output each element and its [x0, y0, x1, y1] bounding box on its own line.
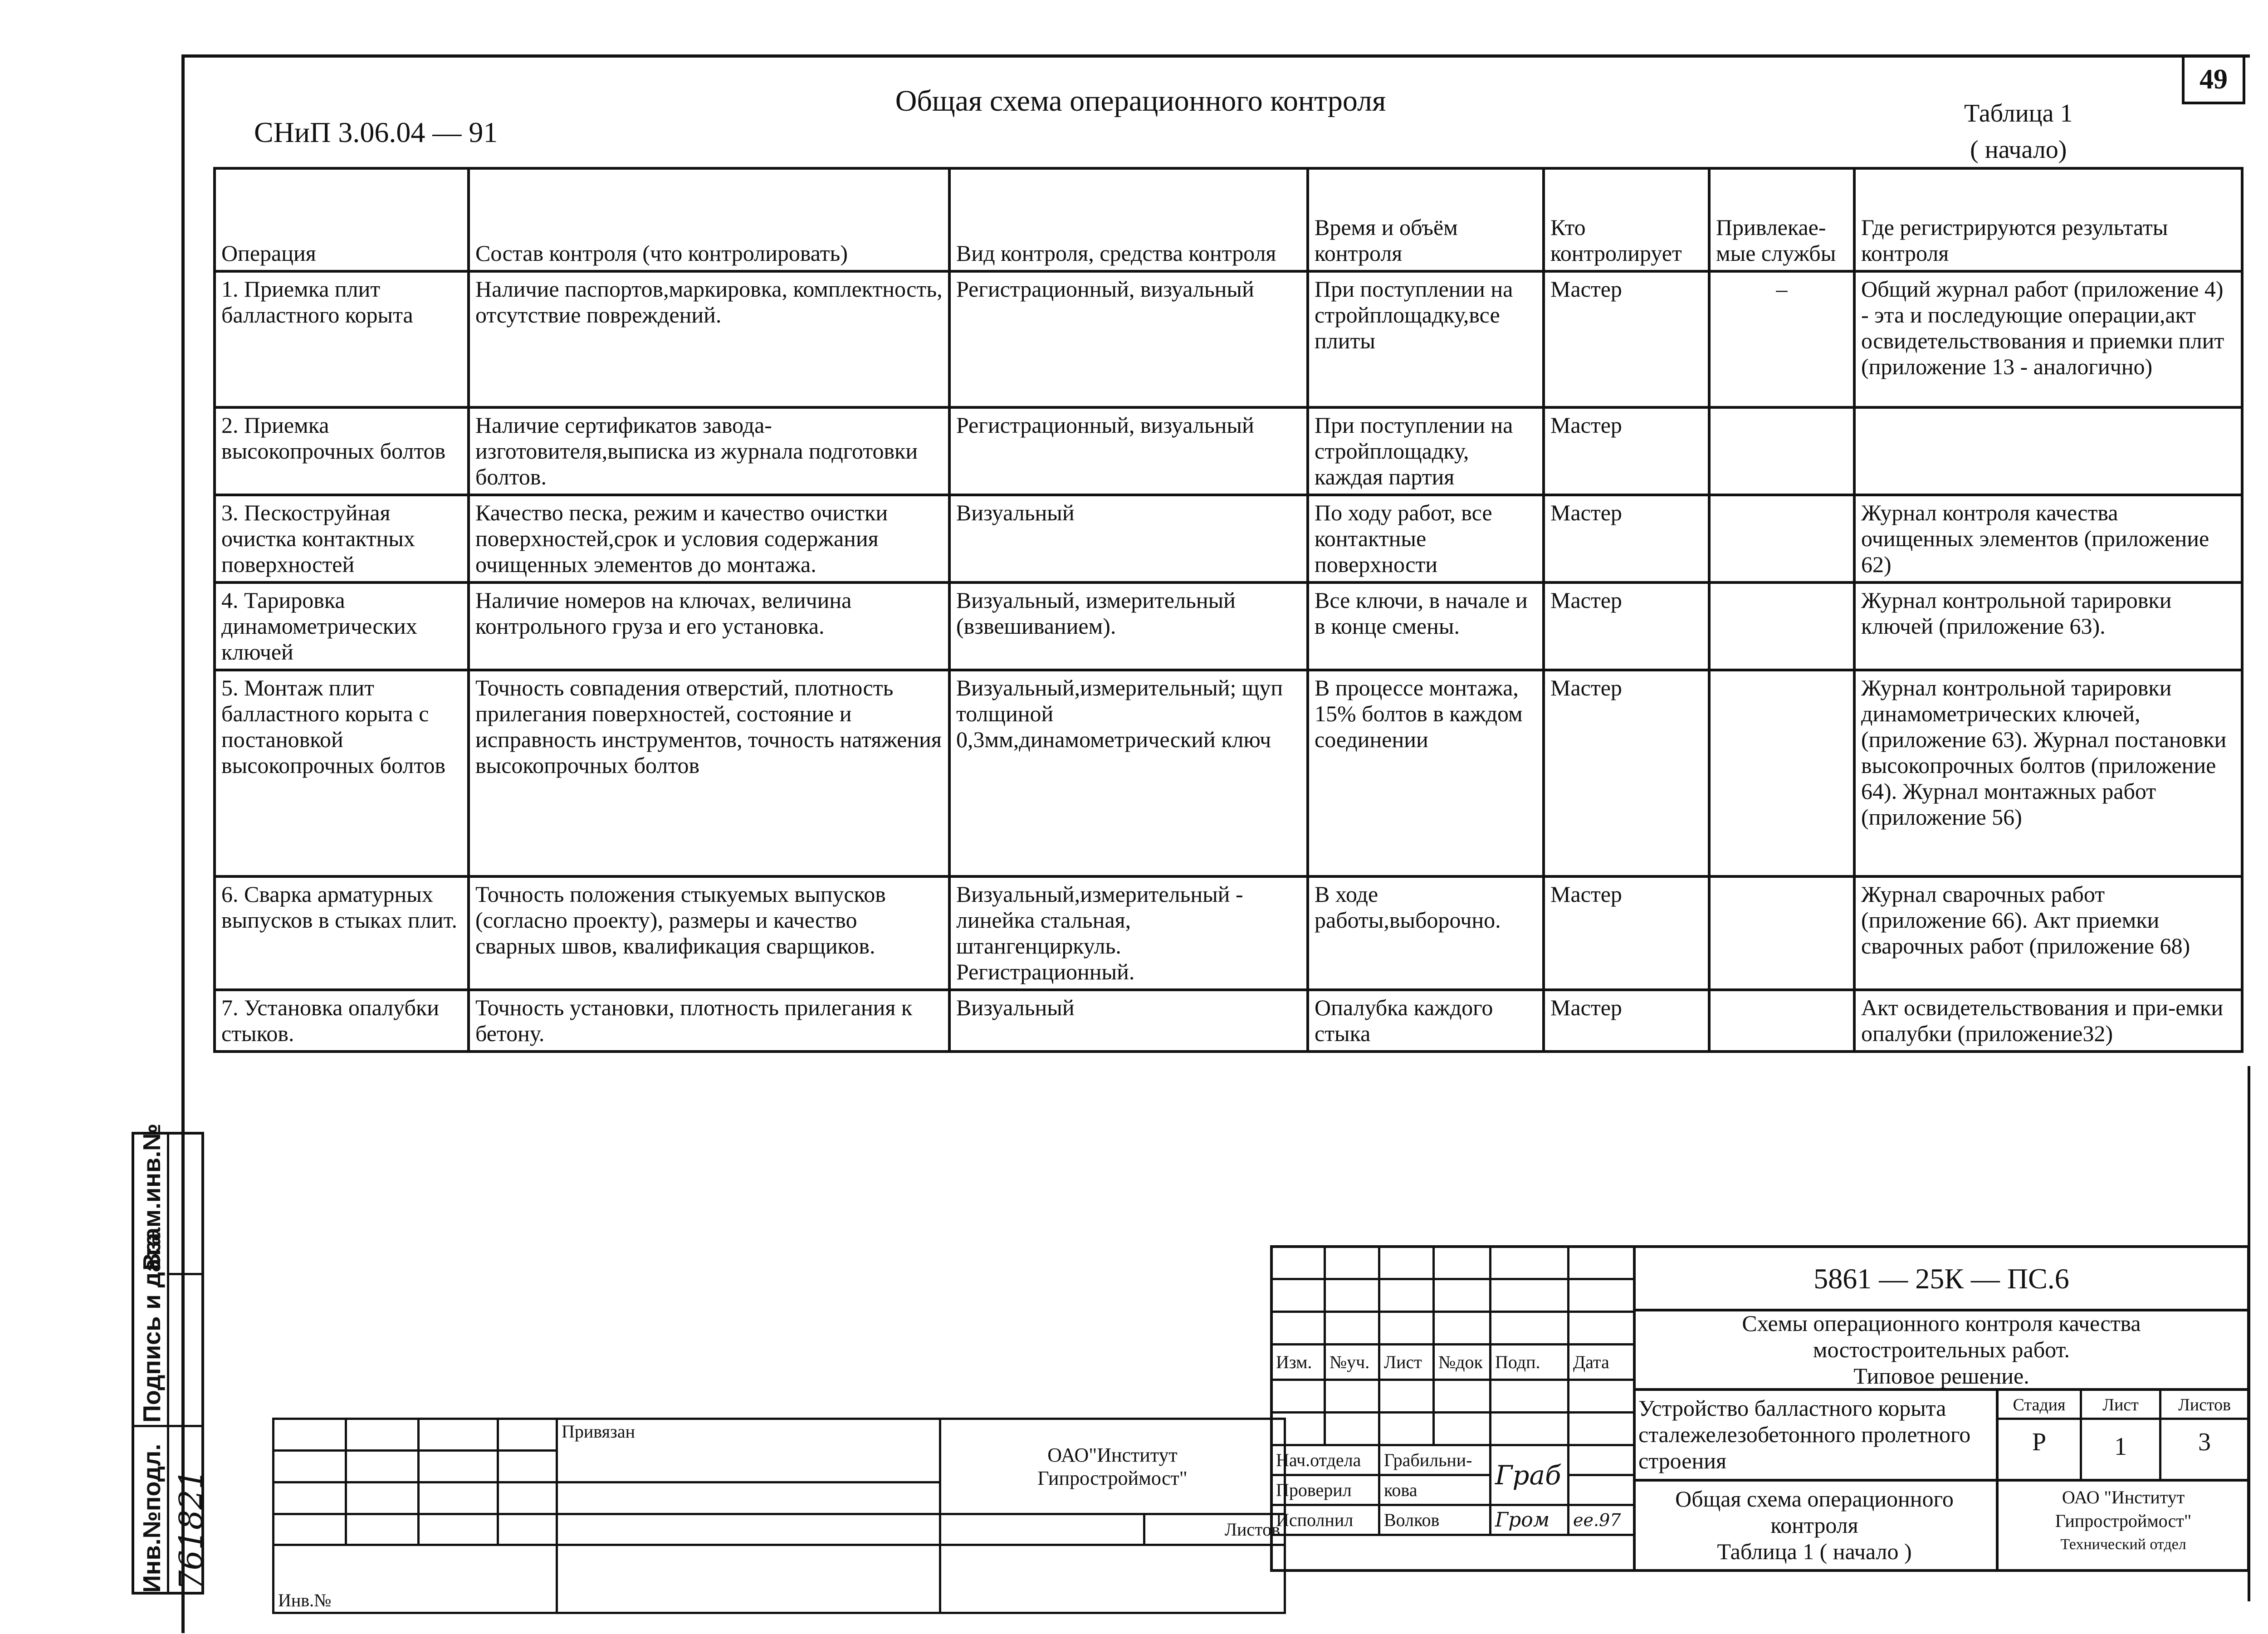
cell-who: Мастер	[1544, 271, 1709, 407]
cell-operation: 7. Установка опалубки стыков.	[215, 990, 469, 1052]
cell-content: Точность установки, плотность прилегания к бетону.	[469, 990, 949, 1052]
stadia-value: Р	[2032, 1428, 2047, 1456]
table-label-sub: ( начало)	[1970, 136, 2067, 164]
header-content: Состав контроля (что контролировать)	[469, 168, 949, 271]
cell-services	[1709, 990, 1854, 1052]
cell-time: В ходе работы,выборочно.	[1308, 876, 1544, 990]
cell-type: Регистрационный, визуальный	[949, 271, 1308, 407]
cell-type: Визуальный	[949, 495, 1308, 582]
cell-services	[1709, 495, 1854, 582]
table-row	[215, 495, 2242, 582]
page-title: Общая схема операционного контроля	[895, 84, 1386, 117]
cell-type: Визуальный, измерительный (взвешиванием).	[949, 582, 1308, 670]
cell-where	[1854, 407, 2242, 495]
title-block-org: ОАО "Институт Гипростроймост" Технический отдел	[2055, 1487, 2192, 1553]
cell-operation: 1. Приемка плит балластного корыта	[215, 271, 469, 407]
left-stamp	[272, 1418, 1286, 1614]
table-row	[215, 582, 2242, 670]
header-type: Вид контроля, средства контроля	[949, 168, 1308, 271]
list-label: Лист	[2102, 1395, 2139, 1414]
cell-time: В процессе монтажа, 15% болтов в каждом соединении	[1308, 670, 1544, 876]
left-stamp-inv: Инв.№	[274, 1545, 557, 1613]
name-kova: кова	[1379, 1475, 1491, 1505]
signature-1: Граб	[1491, 1445, 1569, 1505]
cell-where: Акт освидетельствования и при-емки опалубки (приложение32)	[1854, 990, 2242, 1052]
title-block-project: Схемы операционного контроля качества мостостроительных работ. Типовое решение.	[1742, 1311, 2141, 1389]
role-nach-otdela: Нач.отдела	[1271, 1445, 1379, 1475]
cell-where: Журнал контроля качества очищенных элементов (приложение 62)	[1854, 495, 2242, 582]
cell-who: Мастер	[1544, 990, 1709, 1052]
privyazan-label: Привязан	[557, 1419, 940, 1482]
header-time: Время и объём контроля	[1308, 168, 1544, 271]
left-stamp-org: ОАО"Институт Гипростроймост"	[940, 1419, 1285, 1514]
cell-operation: 3. Пескоструйная очистка контактных поверхностей	[215, 495, 469, 582]
table-row	[215, 407, 2242, 495]
signature-date: ее.97	[1569, 1505, 1634, 1535]
cell-where: Журнал контрольной тарировки динамометрических ключей, (приложение 63). Журнал постановки высокопрочных болтов (приложение 64). Журнал монтажных работ (приложение 56)	[1854, 670, 2242, 876]
header-services: Привлекае-мые службы	[1709, 168, 1854, 271]
table-row	[215, 670, 2242, 876]
cell-who: Мастер	[1544, 407, 1709, 495]
signature-2: Гром	[1491, 1505, 1569, 1535]
table-header-row	[215, 168, 2242, 271]
title-block-code: 5861 — 25К — ПС.6	[1813, 1262, 2069, 1295]
header-where: Где регистрируются результаты контроля	[1854, 168, 2242, 271]
left-sidebar-stamp	[132, 1123, 210, 1595]
cell-content: Наличие паспортов,маркировка, комплектность, отсутствие повреждений.	[469, 271, 949, 407]
cell-where: Общий журнал работ (приложение 4) - эта и последующие операции,акт освидетельствования и приемки плит (приложение 13 - аналогично)	[1854, 271, 2242, 407]
revision-header-row	[1271, 1345, 1634, 1380]
cell-operation: 6. Сварка арматурных выпусков в стыках плит.	[215, 876, 469, 990]
sidebar-divider	[134, 1425, 201, 1427]
hdr-izm: Изм.	[1271, 1345, 1325, 1380]
cell-time: При поступлении на стройплощадку, каждая партия	[1308, 407, 1544, 495]
page-number: 49	[2182, 54, 2245, 104]
cell-where: Журнал контрольной тарировки ключей (приложение 63).	[1854, 582, 2242, 670]
cell-services	[1709, 876, 1854, 990]
listov-label: Листов	[2178, 1395, 2231, 1414]
cell-time: Все ключи, в начале и в конце смены.	[1308, 582, 1544, 670]
role-ispolnil: Исполнил	[1271, 1505, 1379, 1535]
hdr-podp: Подп.	[1491, 1345, 1569, 1380]
stadia-label: Стадия	[2013, 1395, 2066, 1414]
cell-operation: 5. Монтаж плит балластного корыта с постановкой высокопрочных болтов	[215, 670, 469, 876]
table-row	[215, 876, 2242, 990]
table-label	[1964, 95, 2073, 168]
cell-who: Мастер	[1544, 582, 1709, 670]
cell-services	[1709, 582, 1854, 670]
cell-where: Журнал сварочных работ (приложение 66). Акт приемки сварочных работ (приложение 68)	[1854, 876, 2242, 990]
cell-content: Точность совпадения отверстий, плотность прилегания поверхностей, состояние и исправность инструментов, точность натяжения высокопрочных болтов	[469, 670, 949, 876]
signature-row	[1271, 1475, 1634, 1505]
table-row	[215, 271, 2242, 407]
cell-type: Визуальный	[949, 990, 1308, 1052]
signature-row	[1271, 1505, 1634, 1535]
hdr-data: Дата	[1569, 1345, 1634, 1380]
cell-who: Мастер	[1544, 876, 1709, 990]
cell-content: Качество песка, режим и качество очистки поверхностей,срок и условия содержания очищенных элементов до монтажа.	[469, 495, 949, 582]
cell-services	[1709, 407, 1854, 495]
header-who: Кто контролирует	[1544, 168, 1709, 271]
cell-operation: 4. Тарировка динамометрических ключей	[215, 582, 469, 670]
cell-type: Визуальный,измерительный; щуп толщиной 0,3мм,динамометрический ключ	[949, 670, 1308, 876]
control-table	[213, 167, 2244, 1053]
hdr-nuch: №уч.	[1325, 1345, 1379, 1380]
signature-row	[1271, 1445, 1634, 1475]
cell-services	[1709, 670, 1854, 876]
cell-content: Наличие сертификатов завода-изготовителя,выписка из журнала подготовки болтов.	[469, 407, 949, 495]
revision-table	[1270, 1245, 1635, 1536]
list-value: 1	[2114, 1433, 2127, 1461]
document-code: СНиП 3.06.04 — 91	[254, 116, 498, 148]
cell-who: Мастер	[1544, 670, 1709, 876]
hdr-list: Лист	[1379, 1345, 1434, 1380]
sidebar-divider	[167, 1273, 201, 1275]
cell-content: Точность положения стыкуемых выпусков (согласно проекту), размеры и качество сварных швов, квалификация сварщиков.	[469, 876, 949, 990]
cell-content: Наличие номеров на ключах, величина контрольного груза и его установка.	[469, 582, 949, 670]
listov-value: 3	[2198, 1428, 2211, 1456]
cell-time: По ходу работ, все контактные поверхности	[1308, 495, 1544, 582]
cell-type: Визуальный,измерительный - линейка стальная, штангенциркуль. Регистрационный.	[949, 876, 1308, 990]
header-operation: Операция	[215, 168, 469, 271]
table-label-main: Таблица 1	[1964, 99, 2073, 127]
cell-type: Регистрационный, визуальный	[949, 407, 1308, 495]
sheet-title: Общая схема операционного контроля Таблица 1 ( начало )	[1675, 1486, 1954, 1564]
table-row	[215, 990, 2242, 1052]
tb-hline	[1633, 1479, 2250, 1482]
cell-time: Опалубка каждого стыка	[1308, 990, 1544, 1052]
cell-time: При поступлении на стройплощадку,все плиты	[1308, 271, 1544, 407]
cell-who: Мастер	[1544, 495, 1709, 582]
role-proveril: Проверил	[1271, 1475, 1379, 1505]
hdr-ndok: №док	[1434, 1345, 1491, 1380]
name-grabilnikova: Грабильни-	[1379, 1445, 1491, 1475]
sidebar-inv-podl: Инв.№подл.	[138, 1443, 166, 1593]
title-block-object: Устройство балластного корыта сталежелезобетонного пролетного строения	[1638, 1395, 1971, 1473]
sidebar-podpis-data: Подпись и дата	[138, 1233, 166, 1423]
cell-services: –	[1709, 271, 1854, 407]
cell-operation: 2. Приемка высокопрочных болтов	[215, 407, 469, 495]
sidebar-vzam-inv: Взам.инв.№	[138, 1123, 166, 1271]
left-stamp-listov: Листов	[1144, 1514, 1285, 1545]
name-volkov: Волков	[1379, 1505, 1491, 1535]
sidebar-inv-number: 761821	[172, 1469, 210, 1590]
